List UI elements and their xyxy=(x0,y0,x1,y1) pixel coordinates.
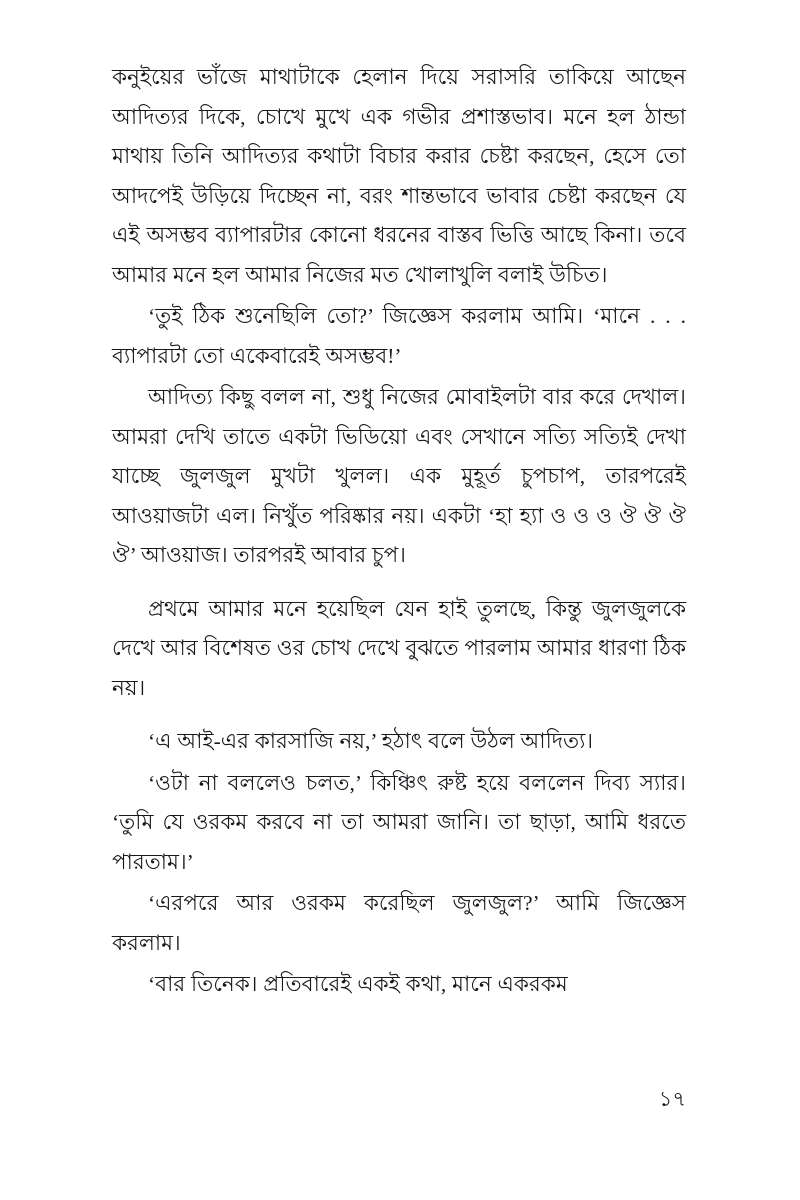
paragraph-8: ‘বার তিনেক। প্রতিবারেই একই কথা, মানে একরকম xyxy=(148,972,568,996)
paragraph-5: ‘এ আই-এর কারসাজি নয়,’ হঠাৎ বলে উঠল আদিত্য। xyxy=(148,729,594,753)
paragraph-2: ‘তুই ঠিক শুনেছিলি তো?’ জিজ্ঞেস করলাম আমি। ‘মানে . . . ব্যাপারটা তো একেবারেই অসম্ভব!’ xyxy=(112,304,686,368)
paragraph-gap xyxy=(112,708,686,722)
paragraph-gap xyxy=(112,576,686,590)
paragraph-7: ‘এরপরে আর ওরকম করেছিল জুলজুল?’ আমি জিজ্ঞেস করলাম। xyxy=(112,891,686,955)
paragraph-6: ‘ওটা না বললেও চলত,’ কিঞ্চিৎ রুষ্ট হয়ে বললেন দিব্য স্যার। ‘তুমি যে ওরকম করবে না তা আমরা জানি। তা ছাড়া, আমি ধরতে পারতাম।’ xyxy=(112,770,686,874)
paragraph-3: আদিত্য কিছু বলল না, শুধু নিজের মোবাইলটা বার করে দেখাল। আমরা দেখি তাতে একটা ভিডিয়ো এবং সেখানে সত্যি সত্যিই দেখা যাচ্ছে জুলজুল মুখটা খুলল। এক মুহূর্ত চুপচাপ, তারপরেই আওয়াজটা এল। নিখুঁত পরিষ্কার নয়। একটা ‘হা হ্যা ও ও ও ঔ ঔ ঔ ঔ’ আওয়াজ। তারপরই আবার চুপ। xyxy=(112,385,686,567)
paragraph-4: প্রথমে আমার মনে হয়েছিল যেন হাই তুলছে, কিন্তু জুলজুলকে দেখে আর বিশেষত ওর চোখ দেখে বুঝতে পারলাম আমার ধারণা ঠিক নয়। xyxy=(112,596,686,700)
body-text-column xyxy=(112,58,686,1005)
page-number: ১৭ xyxy=(658,1087,686,1111)
paragraph-1: কনুইয়ের ভাঁজে মাথাটাকে হেলান দিয়ে সরাসরি তাকিয়ে আছেন আদিত্যর দিকে, চোখে মুখে এক গভীর প্রশাস্তভাব। মনে হল ঠান্ডা মাথায় তিনি আদিত্যর কথাটা বিচার করার চেষ্টা করছেন, হেসে তো আদপেই উড়িয়ে দিচ্ছেন না, বরং শান্তভাবে ভাবার চেষ্টা করছেন যে এই অসম্ভব ব্যাপারটার কোনো ধরনের বাস্তব ভিত্তি আছে কিনা। তবে আমার মনে হল আমার নিজের মত খোলাখুলি বলাই উচিত। xyxy=(112,65,686,287)
